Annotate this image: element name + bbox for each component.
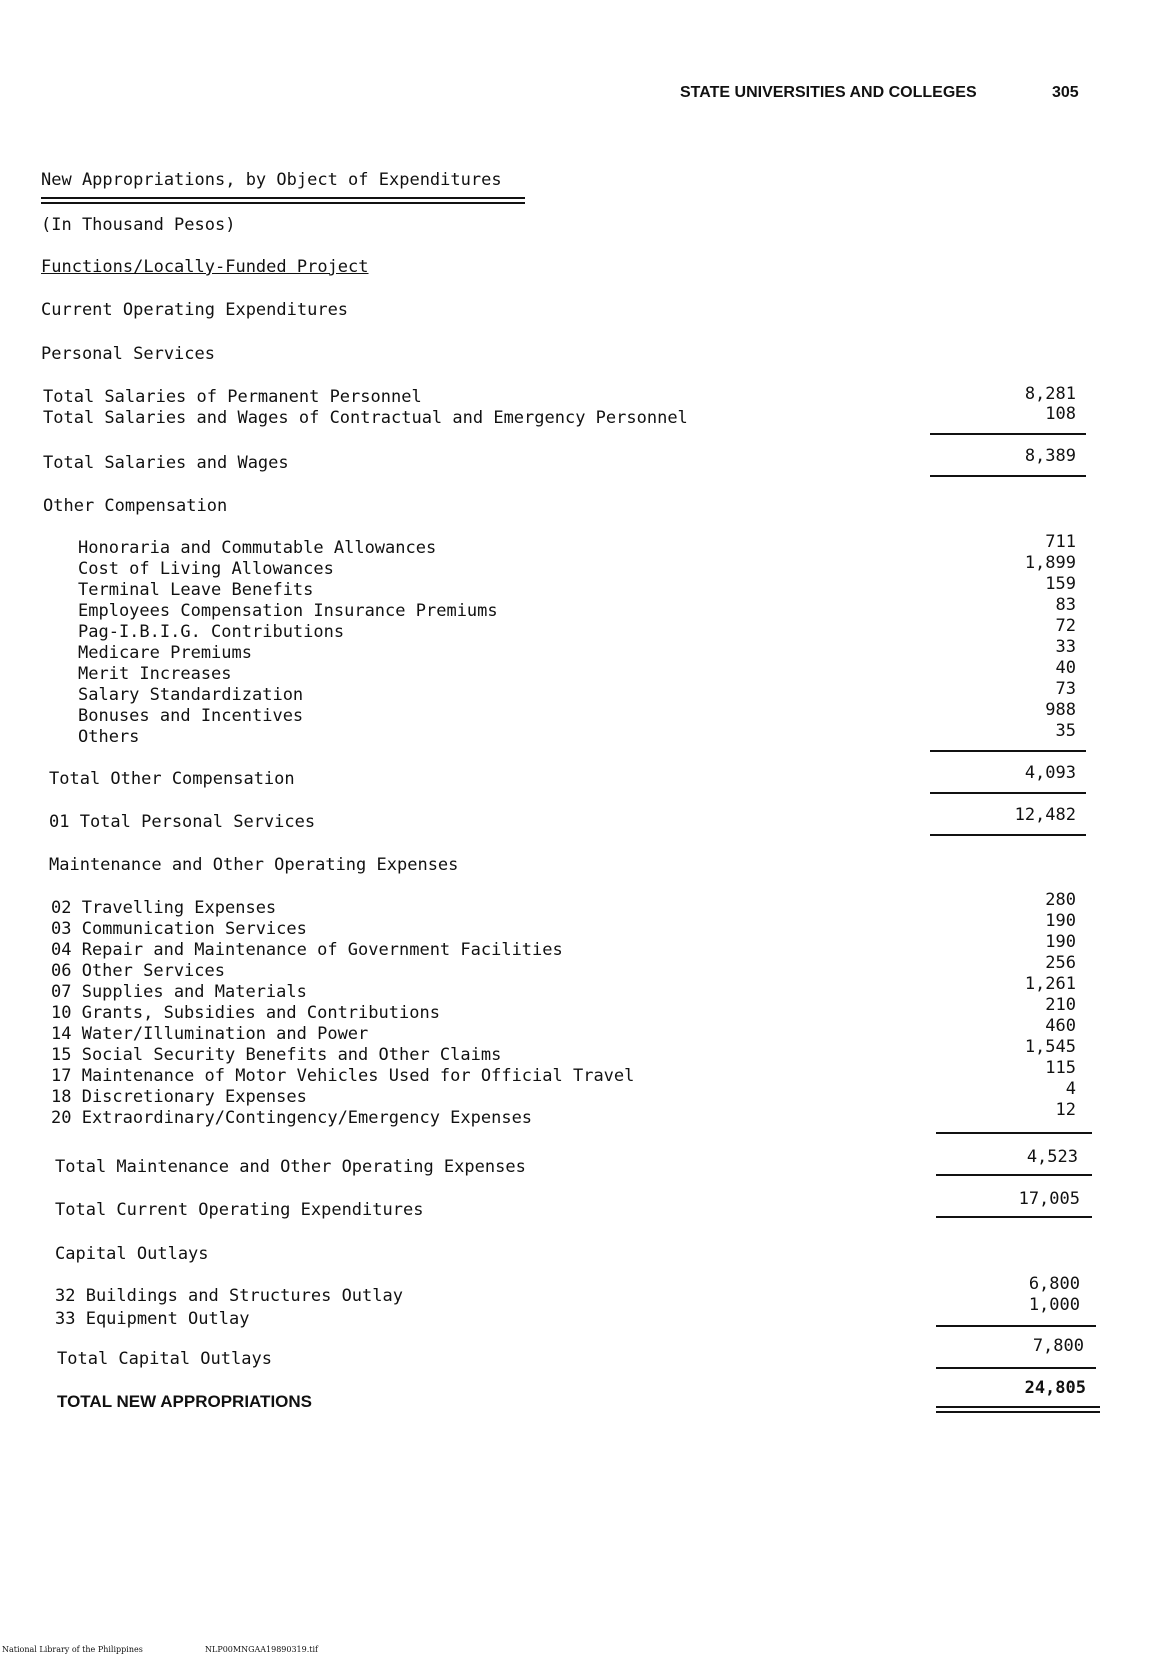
list-item: 17 Maintenance of Motor Vehicles Used for Official Travel (51, 1066, 635, 1086)
grand-total-double-rule (936, 1406, 1100, 1413)
subtotal-rule (930, 475, 1086, 477)
total-capital-label: Total Capital Outlays (57, 1349, 272, 1369)
subtotal-rule (930, 750, 1086, 752)
list-item: Employees Compensation Insurance Premiums (78, 601, 498, 621)
list-item: 07 Supplies and Materials (51, 982, 307, 1002)
list-item-value: 33 (1055, 637, 1076, 657)
total-other-comp-label: Total Other Compensation (49, 769, 295, 789)
title-underline-2 (41, 202, 525, 204)
page-title: New Appropriations, by Object of Expenditures (41, 170, 502, 190)
list-item: Salary Standardization (78, 685, 304, 705)
salary-item-value: 108 (1045, 404, 1076, 424)
list-item-value: 72 (1055, 616, 1076, 636)
subtotal-rule (936, 1174, 1092, 1176)
total-mooe-value: 4,523 (1026, 1147, 1078, 1167)
list-item-value: 280 (1045, 890, 1076, 910)
list-item-value: 1,000 (1028, 1295, 1080, 1315)
list-item-value: 40 (1055, 658, 1076, 678)
salary-item-label: Total Salaries of Permanent Personnel (43, 387, 422, 407)
units-note: (In Thousand Pesos) (41, 215, 236, 235)
list-item-value: 988 (1045, 700, 1076, 720)
list-item-value: 1,899 (1024, 553, 1076, 573)
list-item-value: 4 (1065, 1079, 1076, 1099)
list-item: 03 Communication Services (51, 919, 307, 939)
list-item: Medicare Premiums (78, 643, 252, 663)
list-item-value: 83 (1055, 595, 1076, 615)
list-item: 04 Repair and Maintenance of Government Facilities (51, 940, 563, 960)
list-item-value: 190 (1045, 911, 1076, 931)
list-item: 02 Travelling Expenses (51, 898, 277, 918)
list-item: Cost of Living Allowances (78, 559, 334, 579)
mooe-heading: Maintenance and Other Operating Expenses (49, 855, 459, 875)
total-salaries-label: Total Salaries and Wages (43, 453, 289, 473)
title-underline (41, 197, 525, 199)
list-item: Terminal Leave Benefits (78, 580, 314, 600)
other-comp-heading: Other Compensation (43, 496, 228, 516)
section-heading: Functions/Locally-Funded Project (41, 257, 369, 277)
list-item-value: 1,545 (1024, 1037, 1076, 1057)
list-item-value: 210 (1045, 995, 1076, 1015)
list-item: 33 Equipment Outlay (55, 1309, 250, 1329)
list-item: 18 Discretionary Expenses (51, 1087, 307, 1107)
capital-heading: Capital Outlays (55, 1244, 209, 1264)
subtotal-rule (936, 1132, 1092, 1134)
grand-total-value: 24,805 (1024, 1378, 1086, 1398)
total-other-comp-value: 4,093 (1024, 763, 1076, 783)
footer-file: NLP00MNGAA19890319.tif (205, 1645, 319, 1654)
list-item-value: 73 (1055, 679, 1076, 699)
list-item: Pag-I.B.I.G. Contributions (78, 622, 345, 642)
salary-item-value: 8,281 (1024, 384, 1076, 404)
grand-total-label: TOTAL NEW APPROPRIATIONS (57, 1392, 313, 1411)
running-title: STATE UNIVERSITIES AND COLLEGES (680, 84, 977, 101)
total-ps-label: 01 Total Personal Services (49, 812, 316, 832)
list-item: Bonuses and Incentives (78, 706, 304, 726)
list-item-value: 6,800 (1028, 1274, 1080, 1294)
list-item: Merit Increases (78, 664, 232, 684)
list-item: 06 Other Services (51, 961, 225, 981)
list-item-value: 115 (1045, 1058, 1076, 1078)
total-mooe-label: Total Maintenance and Other Operating Expenses (55, 1157, 526, 1177)
list-item-value: 35 (1055, 721, 1076, 741)
list-item-value: 711 (1045, 532, 1076, 552)
list-item: Honoraria and Commutable Allowances (78, 538, 437, 558)
total-salaries-value: 8,389 (1024, 446, 1076, 466)
list-item-value: 1,261 (1024, 974, 1076, 994)
list-item-value: 190 (1045, 932, 1076, 952)
list-item: Others (78, 727, 140, 747)
list-item: 32 Buildings and Structures Outlay (55, 1286, 403, 1306)
list-item-value: 159 (1045, 574, 1076, 594)
total-cur-op-label: Total Current Operating Expenditures (55, 1200, 424, 1220)
total-capital-value: 7,800 (1032, 1336, 1084, 1356)
personal-services-heading: Personal Services (41, 344, 215, 364)
subtotal-rule (936, 1216, 1092, 1218)
subtotal-rule (936, 1325, 1096, 1327)
list-item: 20 Extraordinary/Contingency/Emergency Expenses (51, 1108, 533, 1128)
current-operating-heading: Current Operating Expenditures (41, 300, 349, 320)
list-item-value: 256 (1045, 953, 1076, 973)
total-cur-op-value: 17,005 (1018, 1189, 1080, 1209)
list-item-value: 460 (1045, 1016, 1076, 1036)
list-item: 10 Grants, Subsidies and Contributions (51, 1003, 440, 1023)
list-item: 15 Social Security Benefits and Other Claims (51, 1045, 502, 1065)
footer-library: National Library of the Philippines (2, 1645, 143, 1654)
list-item: 14 Water/Illumination and Power (51, 1024, 369, 1044)
subtotal-rule (930, 792, 1086, 794)
subtotal-rule (930, 834, 1086, 836)
list-item-value: 12 (1055, 1100, 1076, 1120)
total-ps-value: 12,482 (1014, 805, 1076, 825)
subtotal-rule (930, 433, 1086, 435)
subtotal-rule (936, 1367, 1096, 1369)
page-number: 305 (1052, 84, 1079, 101)
salary-item-label: Total Salaries and Wages of Contractual and Emergency Personnel (43, 408, 688, 428)
